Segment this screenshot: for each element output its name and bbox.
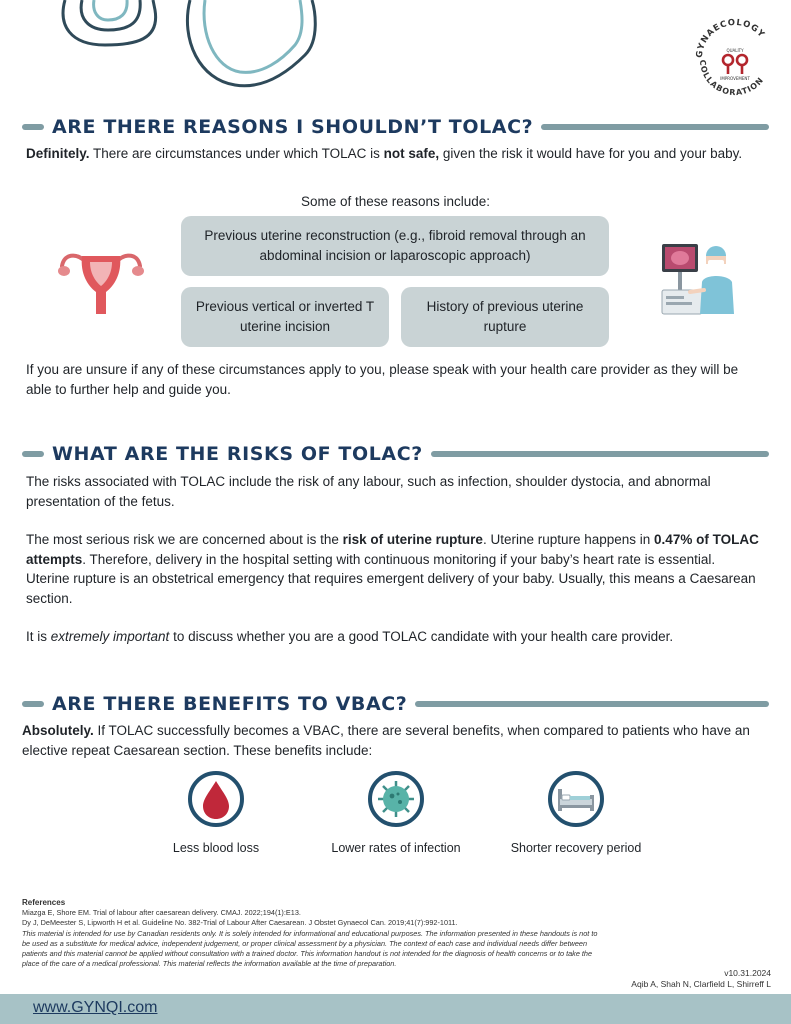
intro-text-1: There are circumstances under which TOLAC is <box>89 146 384 161</box>
blood-drop-icon <box>188 771 244 827</box>
risk-text-e: . Therefore, delivery in the hospital setting with continuous monitoring if your baby’s heart rate is essential. Uterine rupture is an obstetrical emergency that requires emergent delivery of your baby. Usually, this means a Caesarean section. <box>26 551 756 606</box>
benefits-intro-text: If TOLAC successfully becomes a VBAC, there are several benefits, when compared to patients who have an elective repeat Caesarean section. These benefits include: <box>22 723 750 758</box>
logo-emblem-icon <box>690 18 780 98</box>
references-heading: References <box>22 898 66 907</box>
authors-line: Aqib A, Shah N, Clarfield L, Shirreff L <box>631 979 771 989</box>
hospital-bed-icon <box>548 771 604 827</box>
section-heading-risks <box>22 441 769 467</box>
reason-box-reconstruction: Previous uterine reconstruction (e.g., fibroid removal through an abdominal incision or laparoscopic approach) <box>181 216 609 276</box>
reasons-heading: Some of these reasons include: <box>300 194 491 209</box>
reasons-intro <box>26 144 761 164</box>
risks-paragraph-2 <box>26 530 761 608</box>
risk-text-a: The most serious risk we are concerned about is the <box>26 532 343 547</box>
logo-top-text: GYNAECOLOGY <box>694 18 767 59</box>
section-heading-reasons <box>22 114 769 140</box>
heading-dash <box>22 451 44 457</box>
intro-bold-definitely: Definitely. <box>26 146 90 161</box>
benefit-less-blood-loss <box>136 771 296 855</box>
intro-bold-absolutely: Absolutely. <box>22 723 94 738</box>
section-heading-benefits <box>22 691 769 717</box>
important-text-a: It is <box>26 629 51 644</box>
risks-paragraph-3 <box>26 627 761 647</box>
uterus-icon <box>56 244 146 318</box>
reference-item: Miazga E, Shore EM. Trial of labour after caesarean delivery. CMAJ. 2022;194(1):E13. <box>22 908 301 917</box>
heading-rule <box>431 451 769 457</box>
intro-bold-not-safe: not safe, <box>383 146 440 161</box>
risks-paragraph-1: The risks associated with TOLAC include the risk of any labour, such as infection, shoulder dystocia, and abnormal presentation of the fetus. <box>26 474 711 509</box>
website-link[interactable]: www.GYNQI.com <box>33 999 158 1016</box>
important-text-c: to discuss whether you are a good TOLAC candidate with your health care provider. <box>169 629 674 644</box>
disclaimer-text: This material is intended for use by Canadian residents only. It is solely intended for informational and educational purposes. The information presented in these handouts is not to be used as a substitute for medical advice, independent judgement, or proper clinical assessment by a physician. The context of each case and individual needs differ between patients and this material cannot be applied without consultation with a trained doctor. This information handout is not intended for the diagnosis of health concerns or to take the place of the care of a medical professional. This material reflects the information available at the time of preparation. <box>22 929 598 968</box>
virus-icon <box>368 771 424 827</box>
benefit-lower-infection <box>316 771 476 855</box>
decorative-shapes <box>50 0 340 95</box>
benefit-shorter-recovery <box>496 771 656 855</box>
benefits-intro <box>22 721 767 760</box>
gynaecology-collaboration-logo <box>690 18 780 98</box>
benefit-label: Less blood loss <box>172 841 260 855</box>
section-title: ARE THERE REASONS I SHOULDN’T TOLAC? <box>52 116 534 138</box>
benefit-label: Shorter recovery period <box>510 841 642 855</box>
risk-bold-percentage: 0.47% of TOLAC attempts <box>26 532 759 567</box>
heading-rule <box>541 124 769 130</box>
logo-bottom-text: COLLABORATION <box>697 59 766 98</box>
reason-box-vertical-incision: Previous vertical or inverted T uterine incision <box>181 287 389 347</box>
section-title: ARE THERE BENEFITS TO VBAC? <box>52 693 408 715</box>
important-italic: extremely important <box>50 629 170 644</box>
section-title: WHAT ARE THE RISKS OF TOLAC? <box>52 443 423 465</box>
risk-text-c: . Uterine rupture happens in <box>482 532 655 547</box>
reason-box-previous-rupture: History of previous uterine rupture <box>401 287 609 347</box>
version-code: v10.31.2024 <box>724 968 771 978</box>
doctor-monitor-icon <box>660 238 736 318</box>
unsure-paragraph: If you are unsure if any of these circumstances apply to you, please speak with your health care provider as they will be able to further help and guide you. <box>26 362 739 397</box>
intro-text-2: given the risk it would have for you and your baby. <box>439 146 743 161</box>
footer-bar <box>0 994 791 1024</box>
heading-rule <box>415 701 769 707</box>
reference-item: Dy J, DeMeester S, Lipworth H et al. Guideline No. 382-Trial of Labour After Caesarean. J Obstet Gynaecol Can. 2019;41(7):992-1011. <box>22 918 458 927</box>
logo-improvement-text: IMPROVEMENT <box>720 76 750 81</box>
logo-quality-text: QUALITY <box>726 48 744 53</box>
risk-bold-uterine-rupture: risk of uterine rupture <box>342 532 483 547</box>
version-block <box>631 968 771 990</box>
benefit-label: Lower rates of infection <box>331 841 461 855</box>
heading-dash <box>22 701 44 707</box>
references-block <box>22 898 602 969</box>
heading-dash <box>22 124 44 130</box>
